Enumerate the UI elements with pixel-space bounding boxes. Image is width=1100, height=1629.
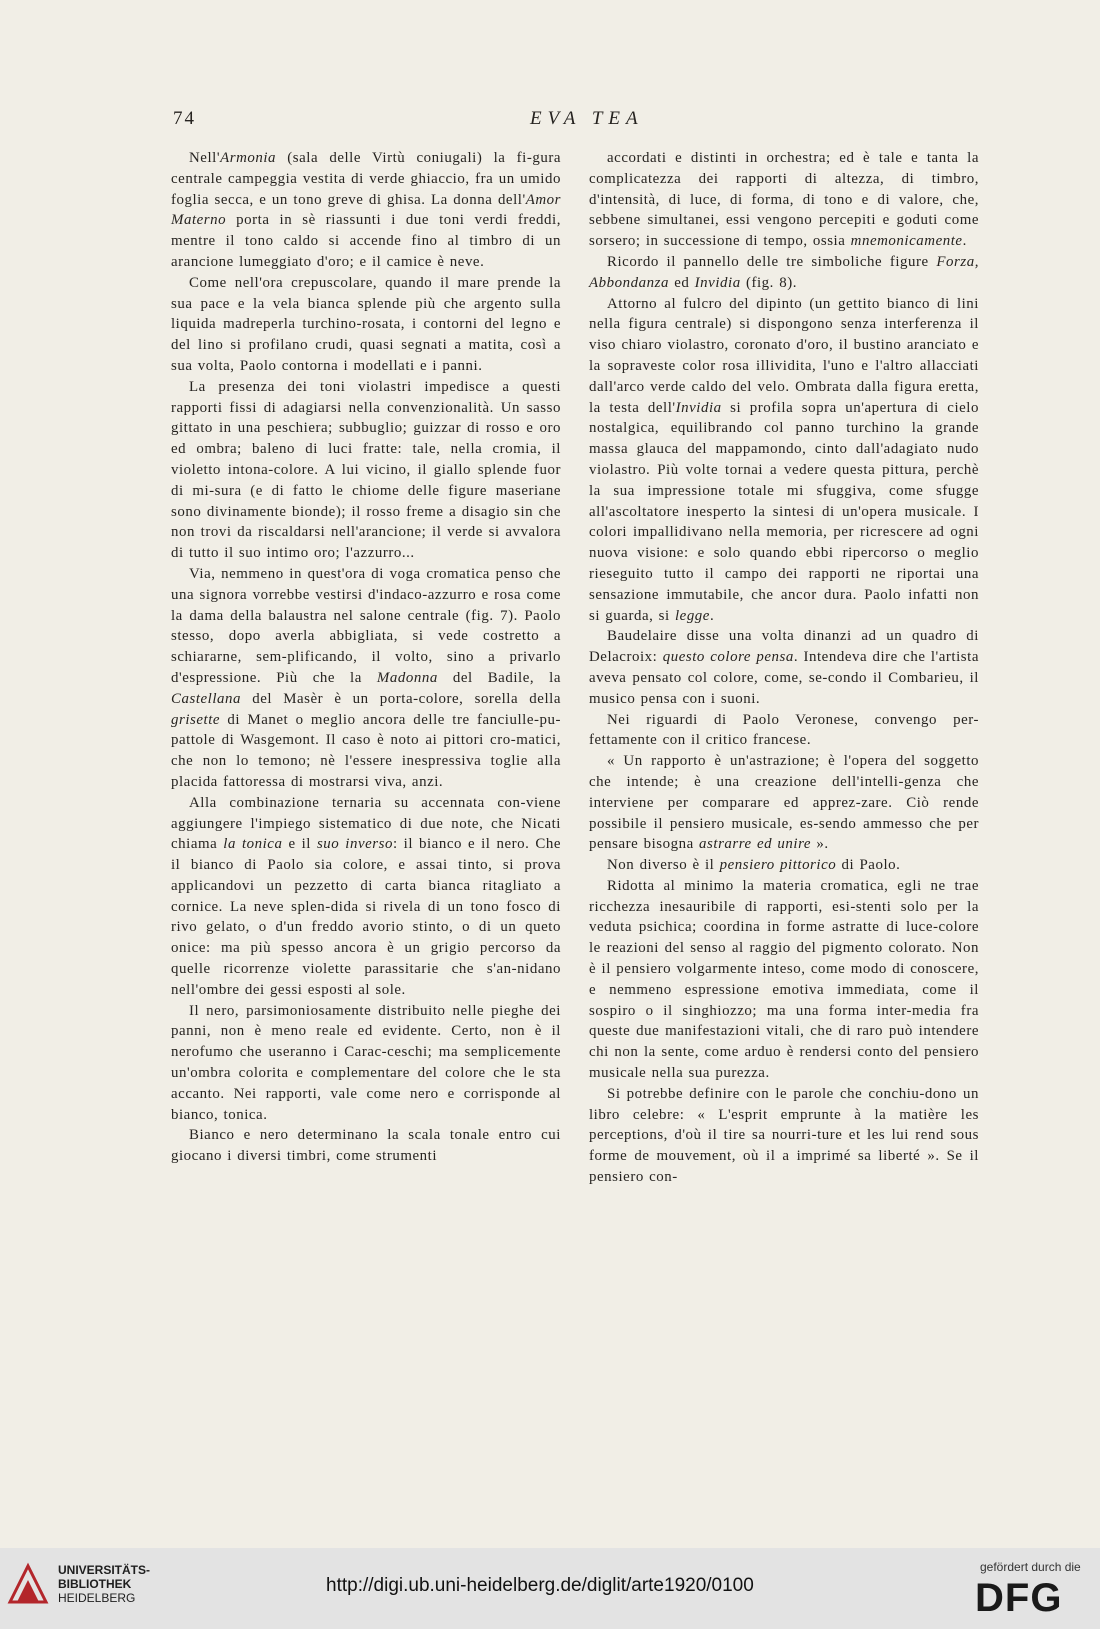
right-text-column bbox=[589, 148, 979, 1188]
left-text-column bbox=[171, 148, 561, 1167]
library-name-line: UNIVERSITÄTS- bbox=[58, 1563, 151, 1577]
paragraph: Baudelaire disse una volta dinanzi ad un quadro di Delacroix: questo colore pensa. Intendeva dire che l'artista aveva pensato col colore, come, se-condo il Combarieu, il musico pensa con i suoni. bbox=[589, 628, 979, 707]
dfg-logo: DFG bbox=[975, 1576, 1063, 1620]
paragraph: Ricordo il pannello delle tre simboliche figure Forza, Abbondanza ed Invidia (fig. 8). bbox=[589, 253, 979, 291]
italic-phrase: mnemonicamente bbox=[850, 233, 963, 250]
running-title: EVA TEA bbox=[530, 108, 644, 129]
italic-phrase: legge bbox=[674, 607, 710, 624]
italic-phrase: questo colore pensa bbox=[662, 649, 794, 666]
italic-phrase: Forza, Abbondanza bbox=[589, 253, 979, 291]
paragraph: Alla combinazione ternaria su accennata con-viene aggiungere l'impiego sistematico di due note, che Nicati chiama la tonica e il suo inverso: il bianco e il nero. Che il bianco di Paolo sia colore, e assai tinto, si prova applicandovi un pezzetto di carta bianca ritagliato a cornice. La neve splen-dida si rivela di un tono fosco di rivo gelato, o d'un freddo avorio stinto, o di un queto onice: ma più spesso ancora è un grigio percorso da quelle ricorrenze violette parassitarie che s'an-nidano nell'ombre dei gessi esposti al sole. bbox=[171, 794, 562, 998]
italic-phrase: Castellana bbox=[171, 690, 242, 707]
italic-phrase: Invidia bbox=[694, 274, 741, 291]
paragraph: Bianco e nero determinano la scala tonale entro cui giocano i diversi timbri, come strumenti bbox=[171, 1127, 561, 1165]
paragraph: « Un rapporto è un'astrazione; è l'opera del soggetto che intende; è una creazione dell'intelli-genza che interviene per comparare ed apprez-zare. Ciò rende possibile il pensiero musicale, es-sendo ammesso che per pensare bisogna astrarre ed unire ». bbox=[589, 753, 979, 853]
page-number: 74 bbox=[173, 108, 196, 129]
paragraph: Non diverso è il pensiero pittorico di Paolo. bbox=[607, 857, 901, 874]
paragraph: La presenza dei toni violastri impedisce a questi rapporti fissi di adagiarsi nella convenzionalità. Un sasso gittato in una peschiera; subbuglio; guizzar di rosso e oro ed ombra; baleno di luci fratte: tale, nella cromia, il violetto intona-colore. A lui vicino, il giallo splende fuor di mi-sura (e di fatto le chiome delle figure maseriane sono divinamente bionde); il rosso freme a disagio sin che non trovi da riscaldarsi nell'arancione; il verde si avvalora di tutto il suo intimo oro; l'azzurro... bbox=[171, 378, 561, 562]
library-name-line: HEIDELBERG bbox=[58, 1591, 136, 1605]
paragraph: Ridotta al minimo la materia cromatica, egli ne trae ricchezza inesauribile di rapporti, esi-stenti solo per la veduta psichica; coordina in forme astratte di luce-colore le reazioni del senso al raggio del pigmento colorato. Non è il pensiero volgarmente inteso, come modo di conoscere, e nemmeno espressione emotiva immediata, come il sospiro o il singhiozzo; ma una forma inter-media fra queste due manifestazioni vitali, che di raro può intendere chi non la sente, come arduo è rendersi conto del pensiero musicale nella sua purezza. bbox=[589, 877, 979, 1082]
paragraph: Nei riguardi di Paolo Veronese, convengo per-fettamente con il critico francese. bbox=[589, 711, 979, 749]
running-head bbox=[0, 104, 1100, 134]
paragraph: Attorno al fulcro del dipinto (un gettito bianco di lini nella figura centrale) si dispongono senza interferenza il viso chiaro violastro, coronato d'oro, il bustino aranciato e la sopraveste color rosa illividita, l'uno e l'altro allacciati dall'arco verde caldo del velo. Ombrata dalla figura eretta, la testa dell'Invidia si profila sopra un'apertura di cielo nostalgica, equilibrando col panno turchino la grande massa glauca del mappamondo, cinto dall'adagiato nudo violastro. Più volte tornai a vedere questa pittura, perchè la sua impressione totale mi sfuggiva, come sfugge all'ascoltatore inesperto la sintesi di un'opera musicale. I colori impallidivano nella memoria, per ricrescere ad ogni nuova visione: e solo quando ebbi ripercorso o meglio rieseguito tutto il campo dei rapporti ne riportai una sensazione immutabile, che ancor dura. Paolo infatti non si guarda, si legge. bbox=[589, 295, 979, 624]
paragraph: Si potrebbe definire con le parole che conchiu-dono un libro celebre: « L'esprit emprunte à la matière les perceptions, d'où il tire sa nourri-ture et les lui rend sous forme de mouvement, où il a imprimé sa liberté ». Se il pensiero con- bbox=[589, 1085, 979, 1186]
italic-phrase: astrarre ed unire bbox=[699, 836, 812, 853]
italic-phrase: Amor Materno bbox=[171, 191, 561, 229]
library-name-line: BIBLIOTHEK bbox=[58, 1577, 132, 1591]
italic-phrase: Armonia bbox=[220, 150, 277, 166]
source-url-link[interactable]: http://digi.ub.uni-heidelberg.de/diglit/arte1920/0100 bbox=[326, 1575, 754, 1596]
university-library-logo-icon bbox=[6, 1562, 50, 1606]
italic-phrase: pensiero pittorico bbox=[719, 857, 837, 874]
paragraph: Come nell'ora crepuscolare, quando il mare prende la sua pace e la vela bianca splende più che argento sulla liquida madreperla turchino-rosata, i contorni del legno e del lino si profilano crudi, quasi segnati a matita, così a sua volta, Paolo contorna i modellati e i panni. bbox=[171, 274, 561, 374]
paragraph: Il nero, parsimoniosamente distribuito nelle pieghe dei panni, non è meno reale ed evidente. Certo, non è il nerofumo che useranno i Carac-ceschi; ma semplicemente un'ombra colorita e complementare del colore che le sta accanto. Nei rapporti, vale come nero e corrisponde al bianco, tonica. bbox=[171, 1002, 561, 1123]
paragraph: accordati e distinti in orchestra; ed è tale e tanta la complicatezza dei rapporti di altezza, di timbro, d'intensità, di luce, di forma, di tono e di valore, che, sebbene simultanei, essi vengono percepiti e goduti come sorsero; in successione di tempo, ossia mnemonicamente. bbox=[589, 150, 979, 250]
italic-phrase: grisette bbox=[171, 711, 221, 728]
paragraph: Nell'Armonia (sala delle Virtù coniugali) la fi-gura centrale campeggia vestita di verde ghiaccio, fra un umido foglia secca, e un tono greve di ghisa. La donna dell'Amor Materno porta in sè riassunti i due toni verdi freddi, mentre il tono caldo si accende fino al timbro di un arancione lumeggiato d'oro; e il camice è neve. bbox=[171, 150, 561, 270]
italic-phrase: suo inverso bbox=[316, 836, 393, 853]
italic-phrase: Invidia bbox=[675, 399, 722, 416]
digitization-footer bbox=[0, 1548, 1100, 1629]
sponsor-caption: gefördert durch die bbox=[980, 1560, 1081, 1574]
paragraph: Via, nemmeno in quest'ora di voga cromatica penso che una signora vorrebbe vestirsi d'indaco-azzurro e rosa come la dama della balaustra nel salone centrale (fig. 7). Paolo stesso, dopo averla abbigliata, si vede costretto a schiararne, sem-plificando, il volto, sino a privarlo d'espressione. Più che la Madonna del Badile, la Castellana del Masèr è un porta-colore, sorella della grisette di Manet o meglio ancora delle tre fanciulle-pu-pattole di Wasgemont. Il caso è noto ai pittori cro-matici, che non lo temono; nè l'essere inespressiva toglie alla placida fattoressa di mostrarsi viva, anzi. bbox=[171, 565, 561, 790]
italic-phrase: la tonica bbox=[223, 836, 283, 853]
italic-phrase: Madonna bbox=[376, 669, 438, 686]
library-name bbox=[58, 1563, 150, 1605]
